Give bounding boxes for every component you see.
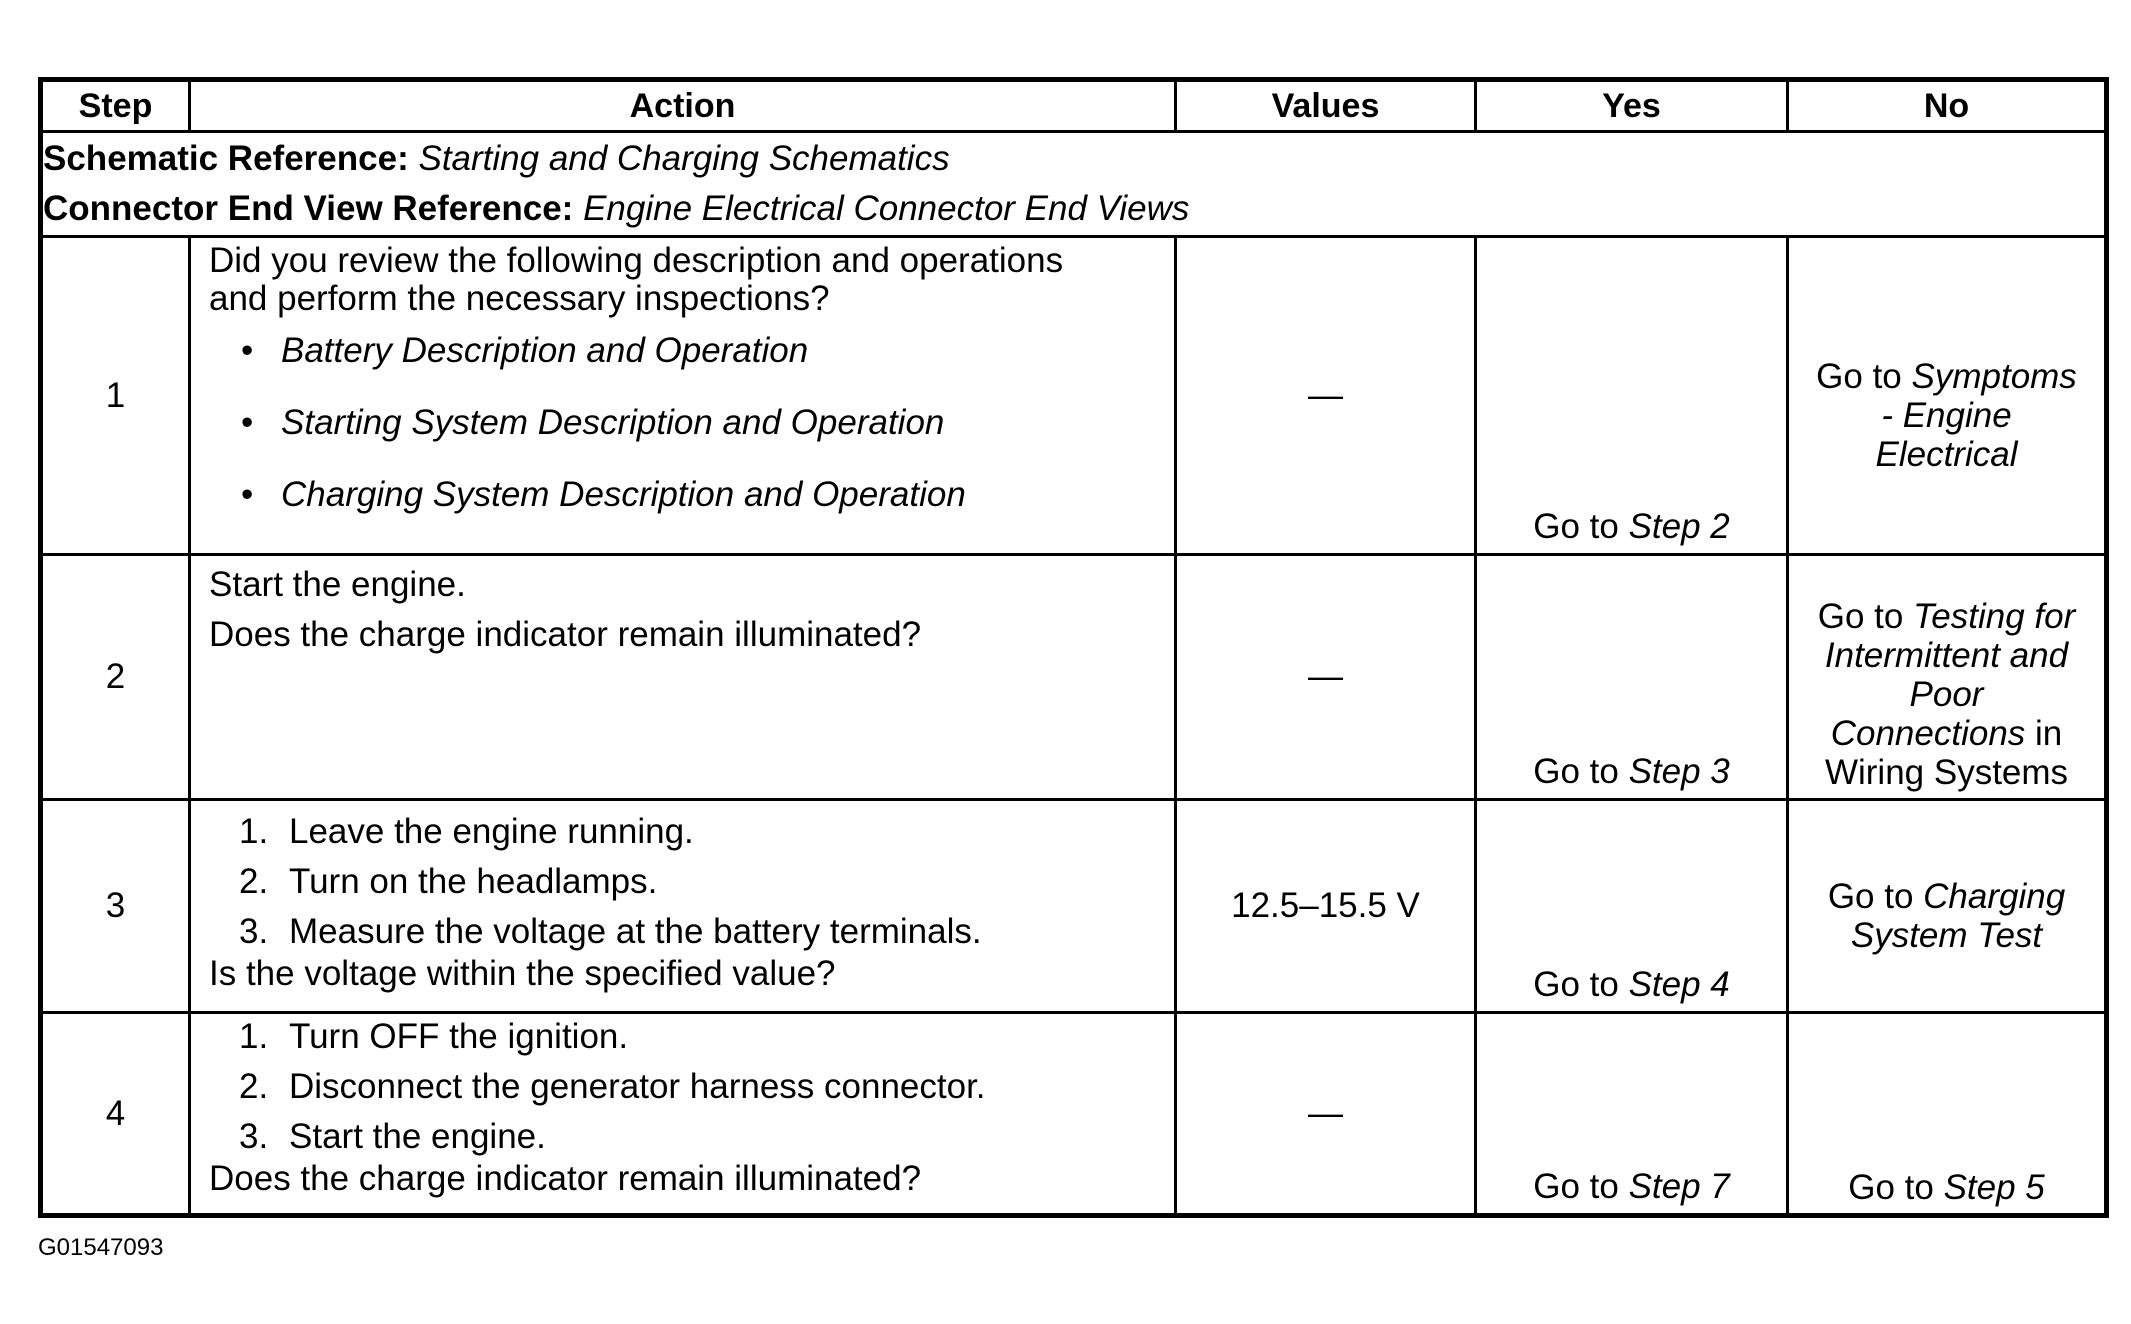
header-yes: Yes bbox=[1476, 80, 1788, 132]
step-number: 4 bbox=[41, 1013, 190, 1216]
question: Is the voltage within the specified value? bbox=[209, 954, 836, 993]
action-cell: Did you review the following description and operations and perform the necessary inspections? • Battery Description and Operation • Starting System Description and Operation • Charging System Description and Operation bbox=[190, 237, 1176, 555]
header-row bbox=[41, 80, 2107, 132]
list-item: 1. Leave the engine running. bbox=[239, 812, 694, 851]
header-values: Values bbox=[1176, 80, 1476, 132]
yes-cell[interactable]: Go to Step 7 bbox=[1476, 1013, 1788, 1216]
list-item[interactable]: • Starting System Description and Operation bbox=[241, 404, 1156, 442]
action-cell bbox=[190, 1013, 1176, 1216]
schematic-reference: Schematic Reference: Starting and Charging Schematics bbox=[43, 139, 950, 178]
list-item[interactable]: • Battery Description and Operation bbox=[241, 332, 1156, 370]
list-item: 1. Turn OFF the ignition. bbox=[239, 1017, 629, 1056]
connector-reference: Connector End View Reference: Engine Electrical Connector End Views bbox=[43, 189, 1190, 228]
reference-cell bbox=[41, 132, 2107, 237]
no-cell[interactable]: Go to Step 5 bbox=[1788, 1013, 2107, 1216]
figure-id: G01547093 bbox=[38, 1234, 164, 1261]
schematic-reference-link[interactable]: Starting and Charging Schematics bbox=[418, 139, 950, 178]
step-number: 3 bbox=[41, 800, 190, 1013]
question: Does the charge indicator remain illuminated? bbox=[209, 1159, 922, 1198]
numbered-list bbox=[209, 1018, 1156, 1156]
list-item: 3. Measure the voltage at the battery terminals. bbox=[239, 912, 982, 951]
action-cell: Start the engine. Does the charge indicator remain illuminated? bbox=[190, 555, 1176, 800]
value-cell: — bbox=[1176, 1013, 1476, 1216]
list-item: 3. Start the engine. bbox=[239, 1117, 546, 1156]
value-cell: 12.5–15.5 V bbox=[1176, 800, 1476, 1013]
reference-row bbox=[41, 132, 2107, 237]
value-cell: — bbox=[1176, 237, 1476, 555]
list-item: 2. Turn on the headlamps. bbox=[239, 862, 658, 901]
step-number: 1 bbox=[41, 237, 190, 555]
list-item[interactable]: • Charging System Description and Operation bbox=[241, 476, 1156, 514]
diagnostic-table bbox=[38, 77, 2109, 1218]
yes-cell[interactable]: Go to Step 3 bbox=[1476, 555, 1788, 800]
step-number: 2 bbox=[41, 555, 190, 800]
yes-cell[interactable]: Go to Step 4 bbox=[1476, 800, 1788, 1013]
numbered-list bbox=[209, 813, 1156, 951]
header-action: Action bbox=[190, 80, 1176, 132]
no-cell[interactable]: Go to Testing for Intermittent and Poor Connections in Wiring Systems bbox=[1788, 555, 2107, 800]
table-row bbox=[41, 800, 2107, 1013]
yes-cell[interactable]: Go to Step 2 bbox=[1476, 237, 1788, 555]
header-step: Step bbox=[41, 80, 190, 132]
inspection-list bbox=[209, 332, 1156, 514]
table-row bbox=[41, 237, 2107, 555]
no-cell[interactable]: Go to Charging System Test bbox=[1788, 800, 2107, 1013]
list-item: 2. Disconnect the generator harness connector. bbox=[239, 1067, 986, 1106]
no-cell[interactable]: Go to Symptoms - Engine Electrical bbox=[1788, 237, 2107, 555]
header-no: No bbox=[1788, 80, 2107, 132]
table-row bbox=[41, 1013, 2107, 1216]
value-cell: — bbox=[1176, 555, 1476, 800]
table-row bbox=[41, 555, 2107, 800]
action-cell bbox=[190, 800, 1176, 1013]
connector-reference-link[interactable]: Engine Electrical Connector End Views bbox=[583, 189, 1190, 228]
